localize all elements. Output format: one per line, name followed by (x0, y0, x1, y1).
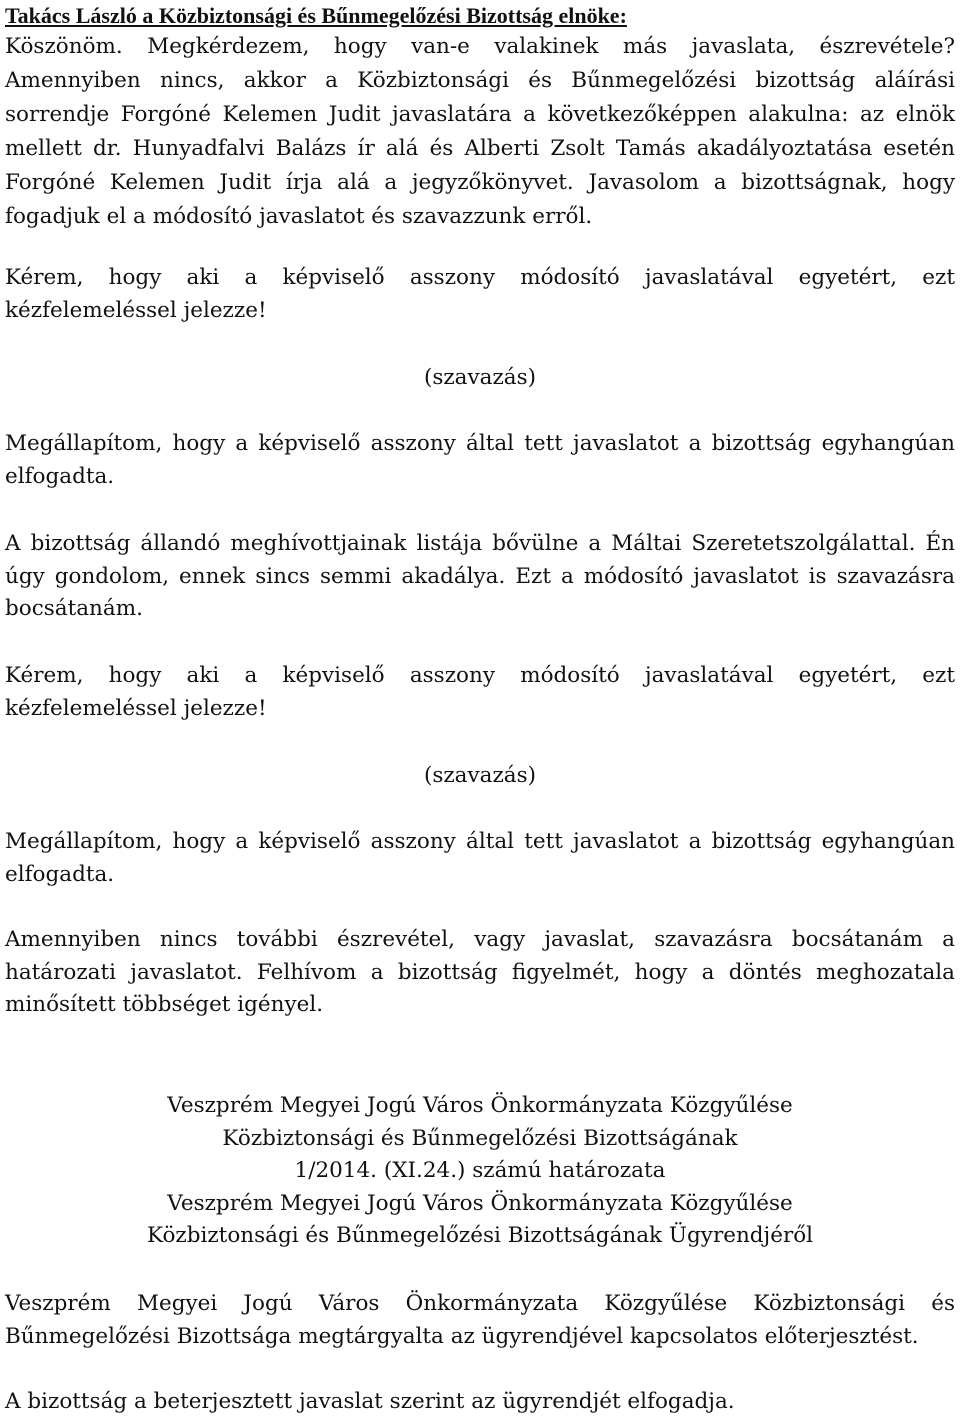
resolution-title-line: Veszprém Megyei Jogú Város Önkormányzata Közgyűlése (167, 1093, 793, 1118)
paragraph-invitees (5, 528, 955, 626)
text-line: mellett dr. Hunyadfalvi Balázs ír alá és Alberti Zsolt Tamás akadályoztatása esetén (5, 136, 955, 161)
text-line: Forgóné Kelemen Judit írja alá a jegyzőkönyvet. Javasolom a bizottságnak, hogy (5, 170, 955, 195)
text-line: sorrendje Forgóné Kelemen Judit javaslatára a következőképpen alakulna: az elnök (5, 102, 955, 127)
text-line: elfogadta. (5, 463, 115, 489)
resolution-title (0, 1090, 960, 1253)
paragraph-signing-order (5, 30, 955, 234)
vote-marker-2 (0, 760, 960, 793)
paragraph-result-1 (5, 428, 955, 493)
text-line: kézfelemeléssel jelezze! (5, 297, 267, 323)
speaker-name: Takács László a Közbiztonsági és Bűnmegelőzési Bizottság elnöke: (5, 3, 627, 28)
resolution-title-line: Veszprém Megyei Jogú Város Önkormányzata Közgyűlése (167, 1190, 793, 1216)
paragraph-vote-request-2 (5, 660, 955, 725)
text-line: Megállapítom, hogy a képviselő asszony által tett javaslatot a bizottság egyhangúan (5, 829, 955, 854)
text-line: A bizottság a beterjesztett javaslat szerint az ügyrendjét elfogadja. (5, 1389, 735, 1414)
paragraph-result-2 (5, 826, 955, 891)
text-line: Veszprém Megyei Jogú Város Önkormányzata Közgyűlése Közbiztonsági és (5, 1291, 955, 1316)
text-line: elfogadta. (5, 861, 115, 887)
resolution-title-line: Közbiztonsági és Bűnmegelőzési Bizottságának (222, 1125, 738, 1151)
vote-label: (szavazás) (423, 763, 537, 788)
text-line: Kérem, hogy aki a képviselő asszony módosító javaslatával egyetért, ezt (5, 265, 955, 290)
text-line: kézfelemeléssel jelezze! (5, 695, 267, 721)
resolution-title-line: 1/2014. (XI.24.) számú határozata (294, 1158, 666, 1183)
text-line: A bizottság állandó meghívottjainak listája bővülne a Máltai Szeretetszolgálattal. Én (5, 531, 955, 556)
speaker-heading (5, 0, 955, 34)
text-line: bocsátanám. (5, 596, 143, 621)
paragraph-final-vote (5, 924, 955, 1022)
text-line: Köszönöm. Megkérdezem, hogy van-e valakinek más javaslata, észrevétele? (5, 34, 955, 59)
resolution-title-line: Közbiztonsági és Bűnmegelőzési Bizottságának Ügyrendjéről (146, 1223, 814, 1248)
text-line: úgy gondolom, ennek sincs semmi akadálya. Ezt a módosító javaslatot is szavazásra (5, 563, 955, 589)
text-line: Amennyiben nincs, akkor a Közbiztonsági és Bűnmegelőzési bizottság aláírási (5, 68, 955, 93)
text-line: határozati javaslatot. Felhívom a bizottság figyelmét, hogy a döntés meghozatala (5, 959, 955, 985)
resolution-body-1 (5, 1288, 955, 1353)
text-line: minősített többséget igényel. (5, 992, 324, 1017)
text-line: Megállapítom, hogy a képviselő asszony által tett javaslatot a bizottság egyhangúan (5, 431, 955, 456)
text-line: Amennyiben nincs további észrevétel, vagy javaslat, szavazásra bocsátanám a (5, 927, 955, 952)
paragraph-vote-request-1 (5, 262, 955, 327)
vote-label: (szavazás) (423, 365, 537, 390)
text-line: fogadjuk el a módosító javaslatot és szavazzunk erről. (5, 204, 593, 229)
text-line: Kérem, hogy aki a képviselő asszony módosító javaslatával egyetért, ezt (5, 663, 955, 688)
resolution-body-2 (5, 1386, 955, 1419)
text-line: Bűnmegelőzési Bizottsága megtárgyalta az ügyrendjével kapcsolatos előterjesztést. (5, 1323, 919, 1349)
vote-marker-1 (0, 362, 960, 395)
